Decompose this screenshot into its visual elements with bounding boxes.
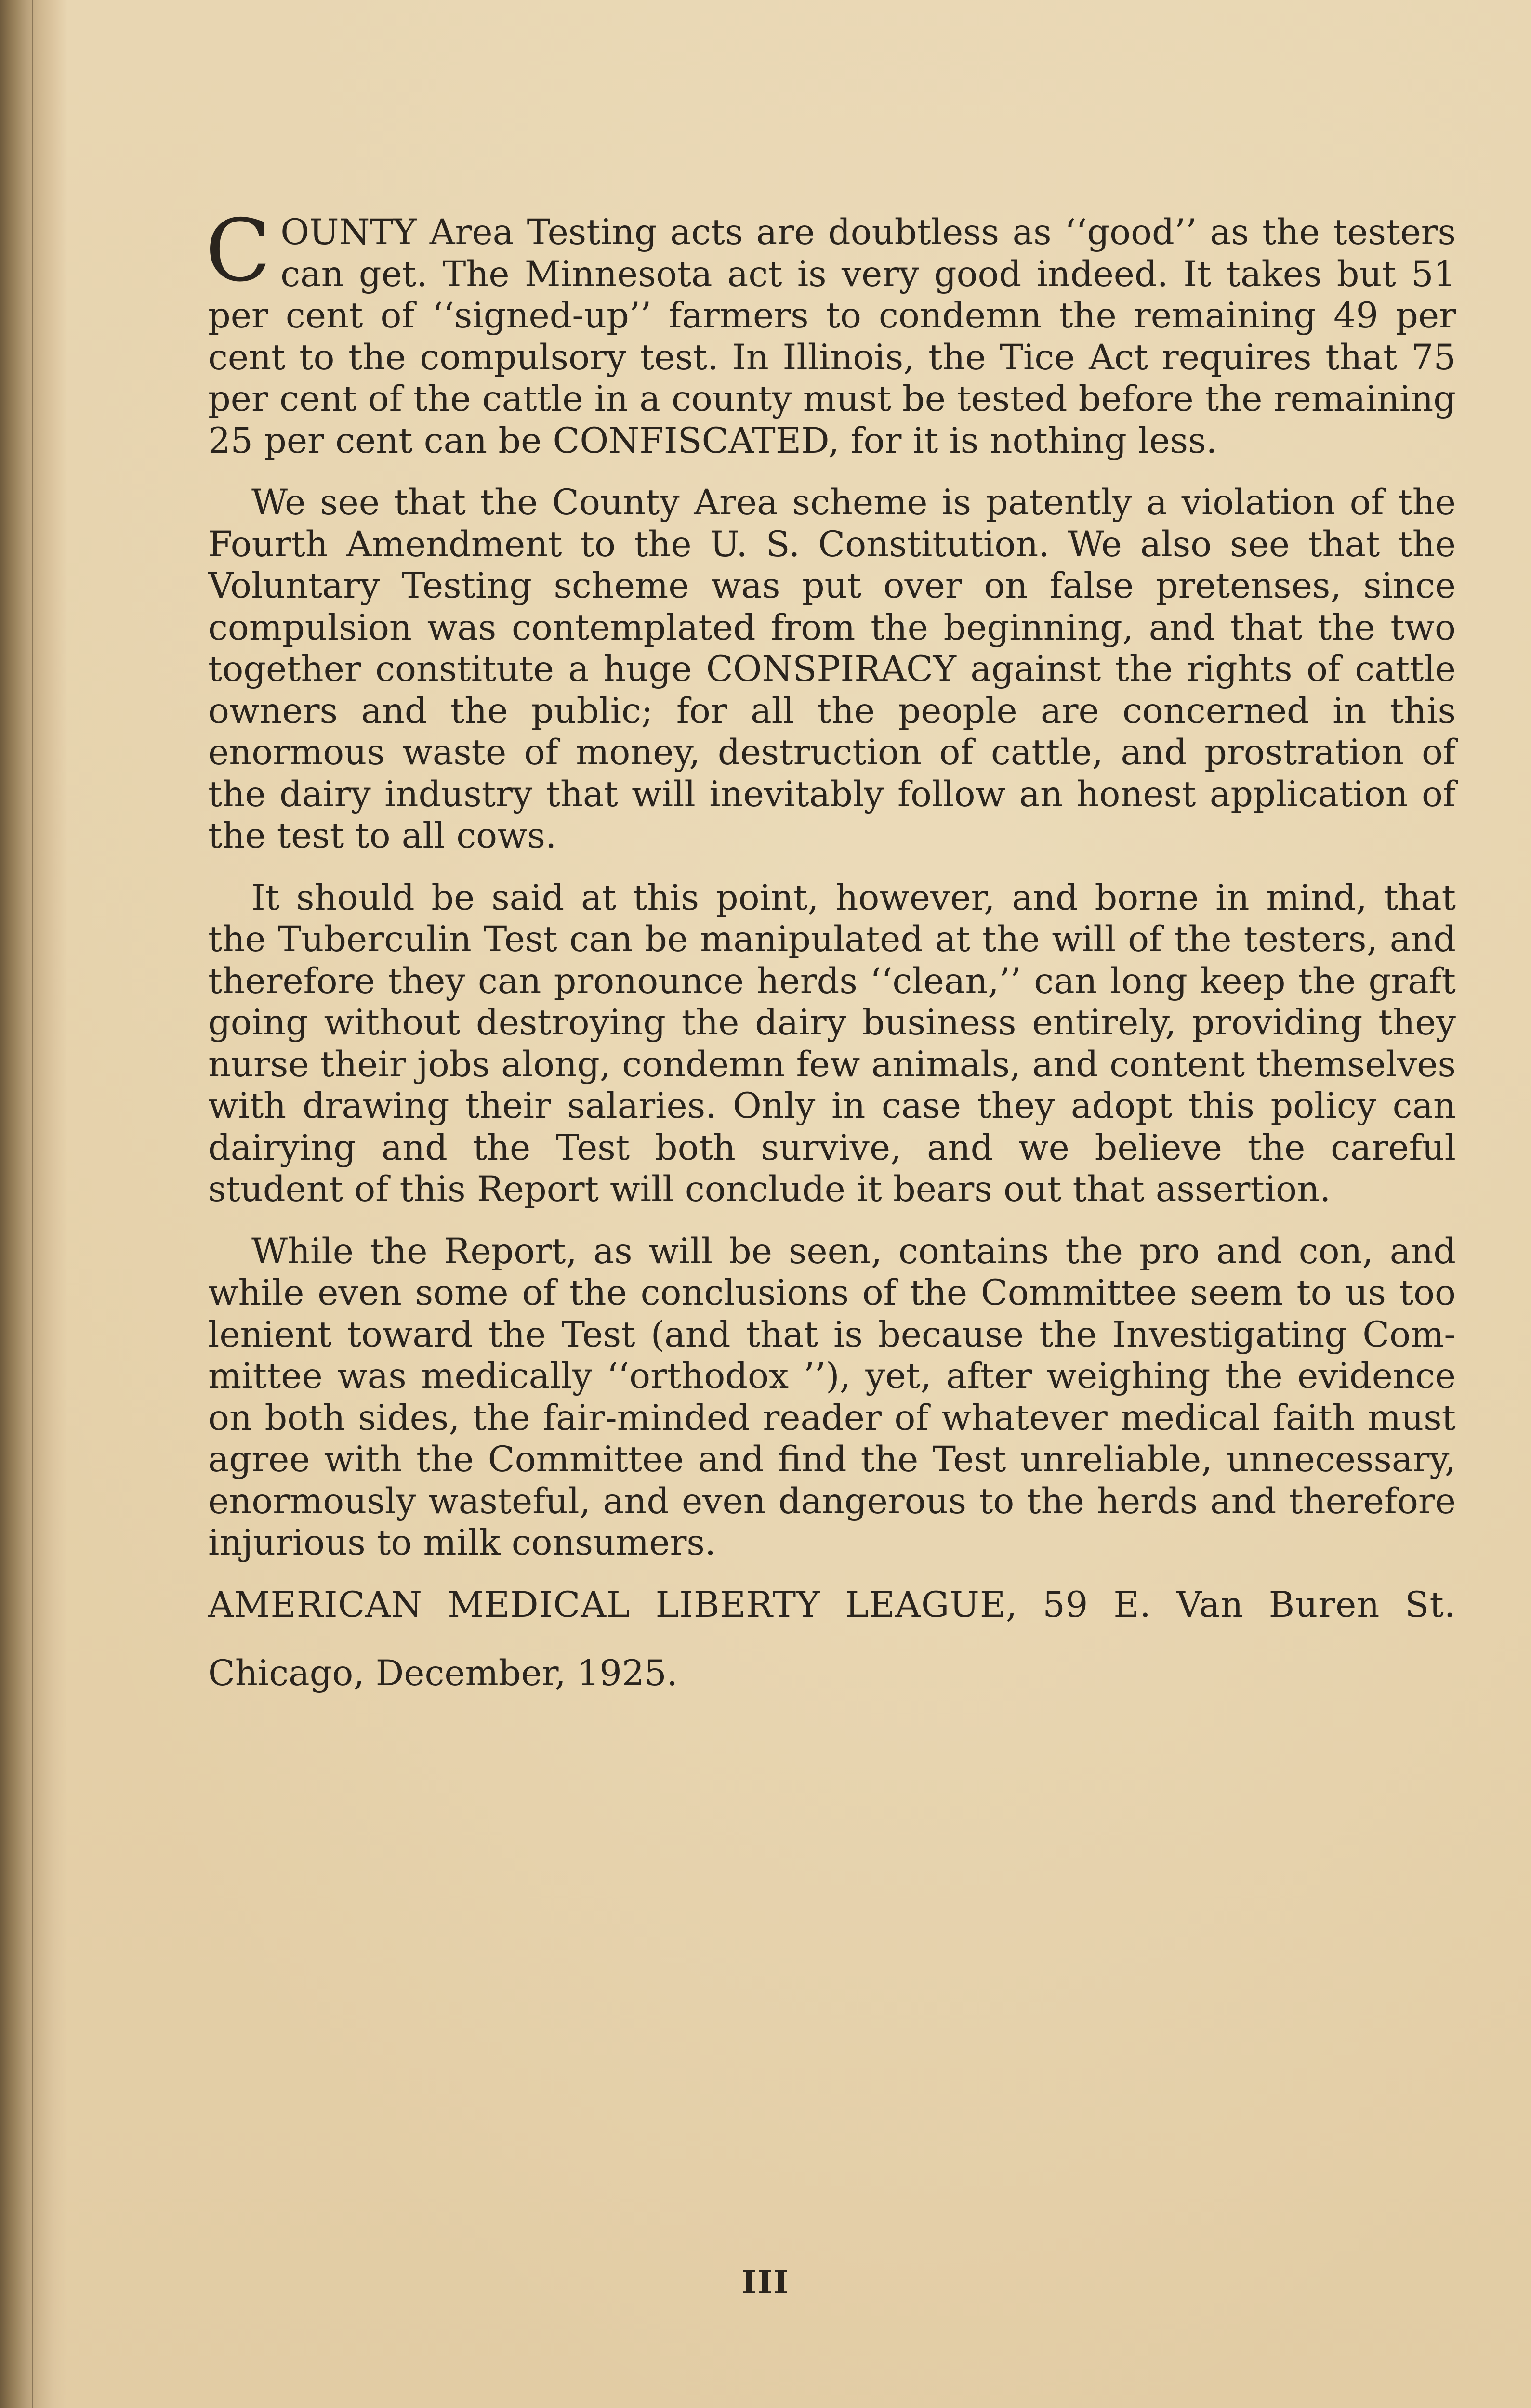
page-number: III xyxy=(741,2264,790,2301)
signature-line: AMERICAN MEDICAL LIBERTY LEAGUE, 59 E. Van Buren St. xyxy=(208,1584,1456,1625)
book-spine-shadow xyxy=(0,0,67,2408)
paragraph-1-text: OUNTY Area Testing acts are doubtless as ‘‘good’’ as the testers can get. The Minnesota act is very good indeed. It takes but 51 per cent of ‘‘signed-up’’ farmers to condemn the remaining 49 per cent to the compulsory test. In Illinois, the Tice Act requires that 75 per cent of the cattle in a county must be tested before the remaining 25 per cent can be CONFISCATED, for it is nothing less. xyxy=(208,212,1456,461)
paragraph-1 xyxy=(205,201,1456,462)
drop-cap: C xyxy=(205,201,271,301)
paragraph-2: We see that the County Area scheme is patently a violation of the Fourth Amendment to the U. S. Constitution. We also see that the Voluntary Testing scheme was put over on false pretenses, since compulsion was contemplated from the beginning, and that the two together constitute a huge CONSPIRACY against the rights of cattle owners and the public; for all the people are concerned in this enormous waste of money, destruction of cattle, and prostration of the dairy industry that will inevitably follow an honest application of the test to all cows. xyxy=(208,482,1456,856)
book-spine-edge xyxy=(32,0,33,2408)
body-text xyxy=(205,201,1456,1695)
paragraph-3: It should be said at this point, however, and borne in mind, that the Tuberculin Test can be manipulated at the will of the testers, and therefore they can pronounce herds ‘‘clean,’’ can long keep the graft going without destroying the dairy business entirely, providing they nurse their jobs along, condemn few animals, and content themselves with drawing their salaries. Only in case they adopt this policy can dairying and the Test both survive, and we believe the careful student of this Report will conclude it bears out that assertion. xyxy=(208,877,1456,1210)
dateline: Chicago, December, 1925. xyxy=(208,1653,678,1694)
paragraph-4: While the Report, as will be seen, contains the pro and con, and while even some of the conclusions of the Committee seem to us too lenient toward the Test (and that is because the Investigating Committee was medically ‘‘orthodox ’’), yet, after weighing the evidence on both sides, the fair-minded reader of whatever medical faith must agree with the Committee and find the Test unreliable, unnecessary, enormously wasteful, and even dangerous to the herds and therefore injurious to milk consumers. xyxy=(208,1230,1456,1563)
